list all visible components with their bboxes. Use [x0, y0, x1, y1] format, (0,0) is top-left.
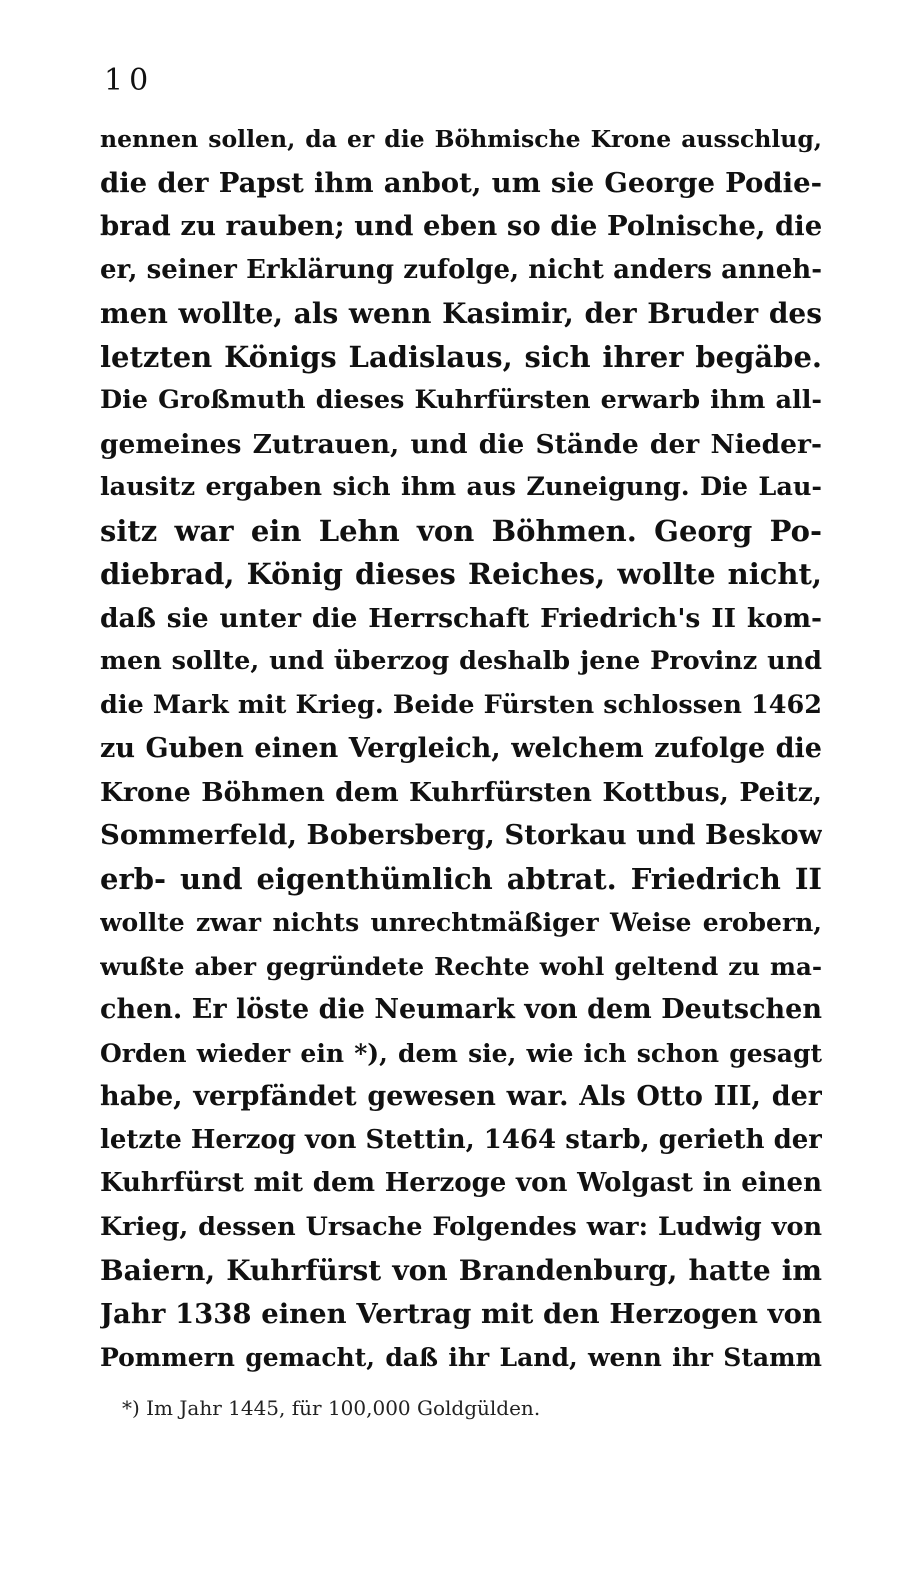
body-text [100, 118, 822, 1380]
text-line: Jahr 1338 einen Vertrag mit den Herzogen von [100, 1297, 822, 1330]
text-line: Krone Böhmen dem Kuhrfürsten Kottbus, Peitz, [100, 776, 822, 808]
text-line: sitz war ein Lehn von Böhmen. Georg Po- [100, 513, 822, 548]
text-line: nennen sollen, da er die Böhmische Krone ausschlug, [100, 125, 822, 153]
text-line: gemeines Zutrauen, und die Stände der Nieder- [100, 428, 822, 460]
text-line: chen. Er löste die Neumark von dem Deutschen [100, 994, 822, 1025]
footnote: *) Im Jahr 1445, für 100,000 Goldgülden. [122, 1396, 541, 1420]
text-line: Kuhrfürst mit dem Herzoge von Wolgast in einen [100, 1168, 822, 1198]
text-line: men wollte, als wenn Kasimir, der Bruder des [100, 297, 822, 330]
text-line: die der Papst ihm anbot, um sie George Podie- [100, 166, 822, 199]
text-line: Pommern gemacht, daß ihr Land, wenn ihr Stamm [100, 1343, 822, 1372]
text-line: men sollte, und überzog deshalb jene Provinz und [100, 646, 822, 676]
text-line: wollte zwar nichts unrechtmäßiger Weise erobern, [100, 908, 822, 937]
page-number: 10 [104, 63, 155, 98]
text-line: Orden wieder ein *), dem sie, wie ich schon gesagt [100, 1038, 822, 1068]
text-line: brad zu rauben; und eben so die Polnische, die [100, 210, 822, 242]
text-line: zu Guben einen Vergleich, welchem zufolge die [100, 733, 822, 764]
text-line: wußte aber gegründete Rechte wohl geltend zu ma- [100, 951, 822, 981]
text-line: habe, verpfändet gewesen war. Als Otto III, der [100, 1081, 822, 1112]
text-line: er, seiner Erklärung zufolge, nicht anders anneh- [100, 254, 822, 285]
text-line: die Mark mit Krieg. Beide Fürsten schlossen 1462 [100, 689, 822, 720]
text-line: diebrad, König dieses Reiches, wollte nicht, [100, 557, 822, 591]
text-line: Die Großmuth dieses Kuhrfürsten erwarb ihm all- [100, 385, 822, 415]
text-line: Krieg, dessen Ursache Folgendes war: Ludwig von [100, 1211, 822, 1242]
text-line: letzte Herzog von Stettin, 1464 starb, gerieth der [100, 1124, 822, 1155]
text-line: letzten Königs Ladislaus, sich ihrer begäbe. [100, 339, 822, 374]
text-line: erb- und eigenthümlich abtrat. Friedrich II [100, 861, 822, 896]
text-line: daß sie unter die Herrschaft Friedrich's II kom- [100, 602, 822, 634]
text-line: Baiern, Kuhrfürst von Brandenburg, hatte im [100, 1254, 822, 1287]
text-line: Sommerfeld, Bobersberg, Storkau und Beskow [100, 819, 822, 851]
text-line: lausitz ergaben sich ihm aus Zuneigung. Die Lau- [100, 472, 822, 502]
